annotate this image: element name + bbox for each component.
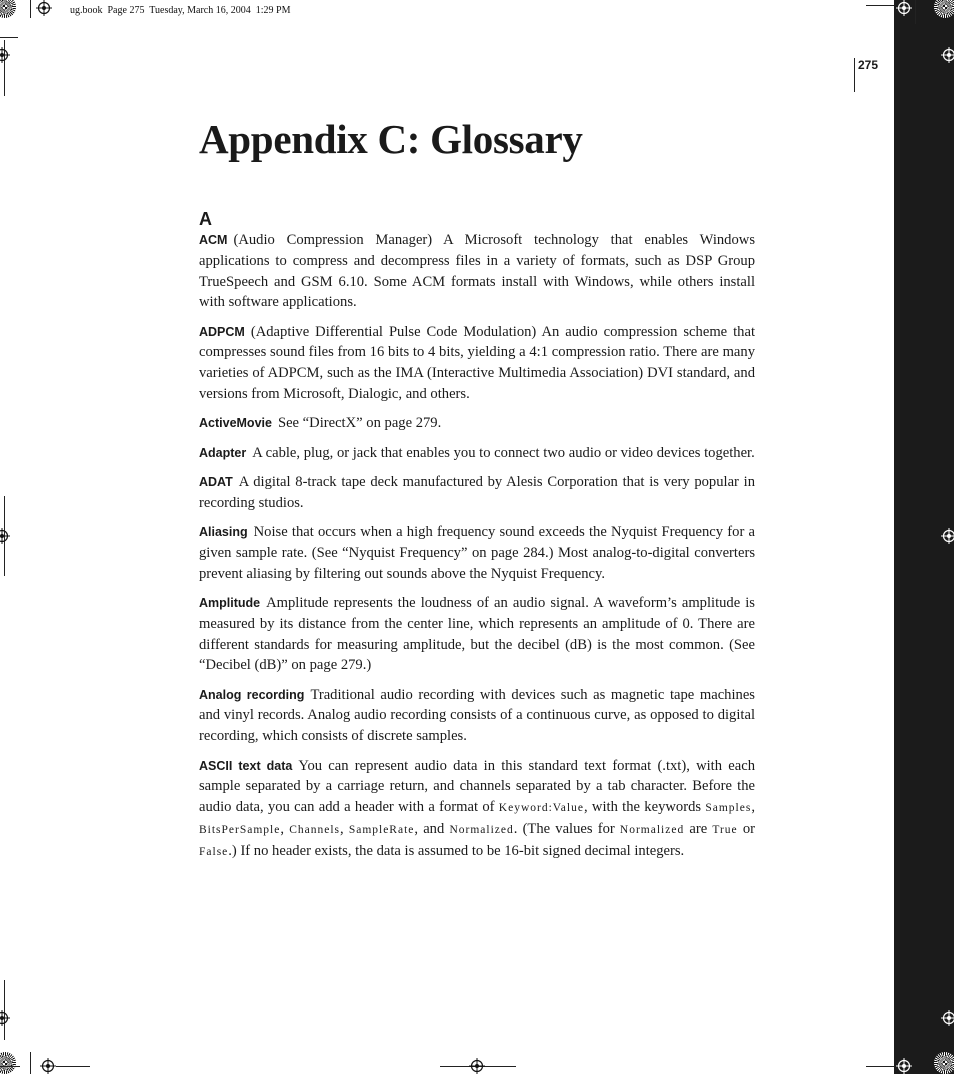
glossary-definition: See “DirectX” on page 279. <box>277 415 442 432</box>
glossary-definition: (Audio Compression Manager) A Microsoft technology that enables Windows applications to compress and decompress files in a variety of formats, such as DSP Group TrueSpeech and GSM 6.10. Some ACM formats install with Windows, while others install with software applications. <box>199 232 755 311</box>
glossary-definition: Noise that occurs when a high frequency sound exceeds the Nyquist Frequency for a given sample rate. (See “Nyquist Frequency” on page 284.) Most analog-to-digital converters prevent aliasing by filtering out sounds above the Nyquist Frequency. <box>199 524 755 582</box>
glossary-term: ASCII text data <box>199 758 293 773</box>
glossary-definition-text: , <box>751 799 755 816</box>
glossary-definition-text: are <box>684 820 713 837</box>
glossary-definition: A cable, plug, or jack that enables you to connect two audio or video devices together. <box>252 444 755 461</box>
glossary-list <box>199 230 755 863</box>
glossary-entry-adapter <box>199 443 755 464</box>
glossary-definition-text: , <box>280 820 290 837</box>
page-content <box>199 110 755 871</box>
registration-mark-icon <box>941 528 954 544</box>
code-keyword: Normalized <box>619 823 685 836</box>
registration-mark-icon <box>469 1058 485 1074</box>
registration-mark-icon <box>0 528 10 544</box>
glossary-definition: Traditional audio recording with devices such as magnetic tape machines and vinyl records. Analog audio recording consists of a continuous curve, as opposed to digital recording, which consists of discrete samples. <box>199 686 755 745</box>
code-keyword: Normalized <box>449 823 514 836</box>
registration-mark-icon <box>896 1058 912 1074</box>
glossary-entry-adat <box>199 472 755 514</box>
glossary-term: ACM <box>199 233 228 247</box>
glossary-term: Amplitude <box>199 595 261 610</box>
crop-line <box>0 1066 20 1067</box>
crop-line <box>866 5 894 6</box>
page-number-rule <box>854 58 855 92</box>
sunburst-mark-bottom-left <box>0 1052 16 1074</box>
glossary-term: ActiveMovie <box>199 416 272 431</box>
crop-line <box>56 1066 90 1067</box>
page-number: 275 <box>858 58 879 72</box>
glossary-term: ADPCM <box>199 324 245 339</box>
glossary-term: Adapter <box>199 445 247 460</box>
code-keyword: Keyword:Value <box>498 802 584 815</box>
glossary-entry-amplitude <box>199 593 755 676</box>
crop-line <box>30 0 31 18</box>
code-keyword: Channels <box>289 823 340 836</box>
code-keyword: BitsPerSample <box>199 823 281 836</box>
glossary-entry-ascii-text-data <box>199 756 755 863</box>
glossary-definition-text: or <box>737 820 755 837</box>
glossary-definition: Amplitude represents the loudness of an audio signal. A waveform’s amplitude is measured by its distance from the center line, which represents an amplitude of 0. There are different standards for measuring amplitude, but the decibel (dB) is the most common. (See “Decibel (dB)” on page 279.) <box>199 594 755 674</box>
code-keyword: Samples <box>705 802 752 815</box>
glossary-term: Analog recording <box>199 687 305 702</box>
glossary-definition-text: . (The values for <box>513 820 620 837</box>
glossary-definition-text: , <box>340 820 349 837</box>
code-keyword: SampleRate <box>348 823 415 836</box>
registration-mark-icon <box>941 1010 954 1026</box>
glossary-definition-text: .) If no header exists, the data is assumed to be 16-bit signed decimal integers. <box>228 842 685 859</box>
code-keyword: False <box>199 845 229 858</box>
registration-mark-icon <box>0 1010 10 1026</box>
registration-mark-icon <box>36 0 52 16</box>
glossary-entry-acm <box>199 230 755 313</box>
glossary-entry-aliasing <box>199 522 755 584</box>
sunburst-mark-top-right <box>934 0 954 18</box>
crop-line <box>915 0 916 24</box>
glossary-definition-text: , with the keywords <box>583 799 706 816</box>
section-heading: A <box>199 209 212 229</box>
glossary-entry-activemovie <box>199 413 755 434</box>
glossary-definition: (Adaptive Differential Pulse Code Modulation) An audio compression scheme that compresses sound files from 16 bits to 4 bits, yielding a 4:1 compression ratio. There are many varieties of ADPCM, such as the IMA (Interactive Multimedia Association) DVI standard, and versions from Microsoft, Dialogic, and others. <box>199 323 755 403</box>
registration-mark-icon <box>896 0 912 16</box>
sunburst-mark-top-left <box>0 0 16 18</box>
glossary-definition-text: You can represent audio data in this standard text format (.txt), with each sample separated by a carriage return, and channels separated by a tab character. Before the audio data, you can add a header with a format of <box>199 757 755 816</box>
crop-line <box>866 1066 894 1067</box>
registration-mark-icon <box>0 47 10 63</box>
sunburst-mark-bottom-right <box>934 1052 954 1074</box>
glossary-definition-text: , and <box>414 820 450 837</box>
code-keyword: True <box>712 823 738 836</box>
print-slug: ug.book Page 275 Tuesday, March 16, 2004 1:29 PM <box>70 5 291 16</box>
glossary-entry-adpcm <box>199 322 755 405</box>
glossary-entry-analog-recording <box>199 685 755 747</box>
crop-line <box>0 37 18 38</box>
glossary-definition: A digital 8-track tape deck manufactured by Alesis Corporation that is very popular in recording studios. <box>199 473 755 511</box>
page-title: Appendix C: Glossary <box>199 116 583 162</box>
glossary-term: Aliasing <box>199 525 248 540</box>
glossary-term: ADAT <box>199 474 233 489</box>
registration-mark-icon <box>40 1058 56 1074</box>
crop-line <box>30 1052 31 1074</box>
registration-mark-icon <box>941 47 954 63</box>
